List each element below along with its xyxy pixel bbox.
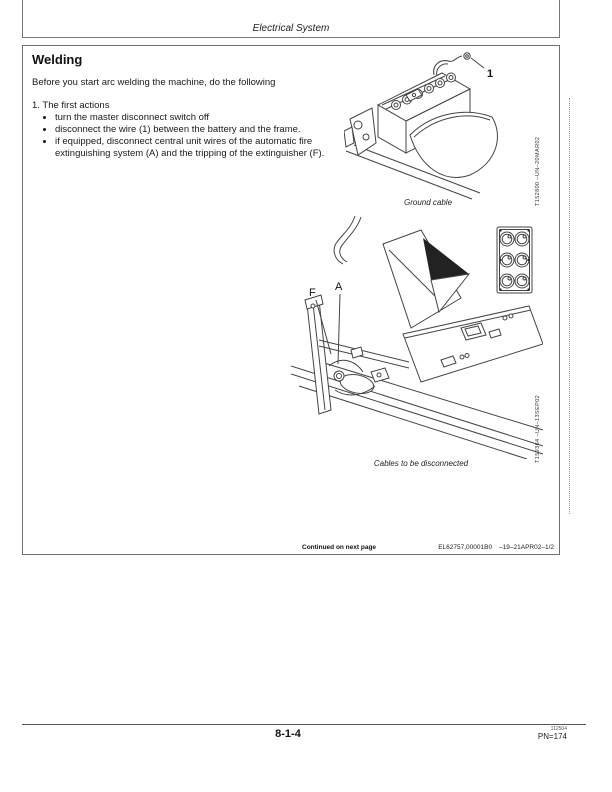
header-title: Electrical System (252, 23, 330, 34)
bullet-item: • turn the master disconnect switch off (55, 112, 327, 124)
callout-a: A (335, 281, 343, 293)
pointer-triangle (423, 238, 469, 280)
doc-ref-code: EL62757,00001B0 (438, 544, 493, 551)
welding-section-box (22, 45, 560, 555)
document-reference (438, 544, 554, 551)
cables-figure-id: T159364 –UN–13SEP02 (535, 394, 541, 463)
step-1-bullet-list (44, 112, 342, 160)
cables-caption: Cables to be disconnected (373, 459, 469, 468)
ground-cable-wire (434, 53, 471, 76)
pn-block (538, 726, 567, 741)
pn-number: PN=174 (537, 732, 567, 741)
bullet-item: • if equipped, disconnect central unit wires of the automatic fire extinguishing system (A) and the tripping of the extinguisher (F). (55, 136, 327, 160)
intro-text: Before you start arc welding the machine, do the following (32, 77, 276, 88)
running-header (22, 0, 560, 38)
continued-note: Continued on next page (302, 544, 377, 551)
procedure-text (32, 100, 342, 160)
callout-f: F (309, 287, 316, 299)
step-1-heading: 1. The first actions (32, 100, 110, 111)
footer-rule (22, 724, 586, 725)
cables-figure (291, 214, 543, 459)
machine-deck-illustration (291, 214, 543, 459)
bullet-item: • disconnect the wire (1) between the battery and the frame. (55, 124, 327, 136)
page-number: 8-1-4 (275, 728, 301, 740)
connector-block-illustration (497, 227, 532, 293)
print-code: 112504 (550, 726, 567, 732)
ground-cable-figure (344, 51, 534, 201)
battery-illustration (344, 51, 534, 201)
ground-cable-figure-id: T152800 –UN–20MAR02 (535, 136, 541, 206)
callout-1: 1 (487, 68, 494, 80)
figure-column-dotted-rule (569, 98, 570, 514)
section-title: Welding (32, 52, 83, 67)
ground-cable-caption: Ground cable (403, 198, 453, 207)
doc-ref-date: –19–21APR02–1/2 (499, 544, 554, 551)
